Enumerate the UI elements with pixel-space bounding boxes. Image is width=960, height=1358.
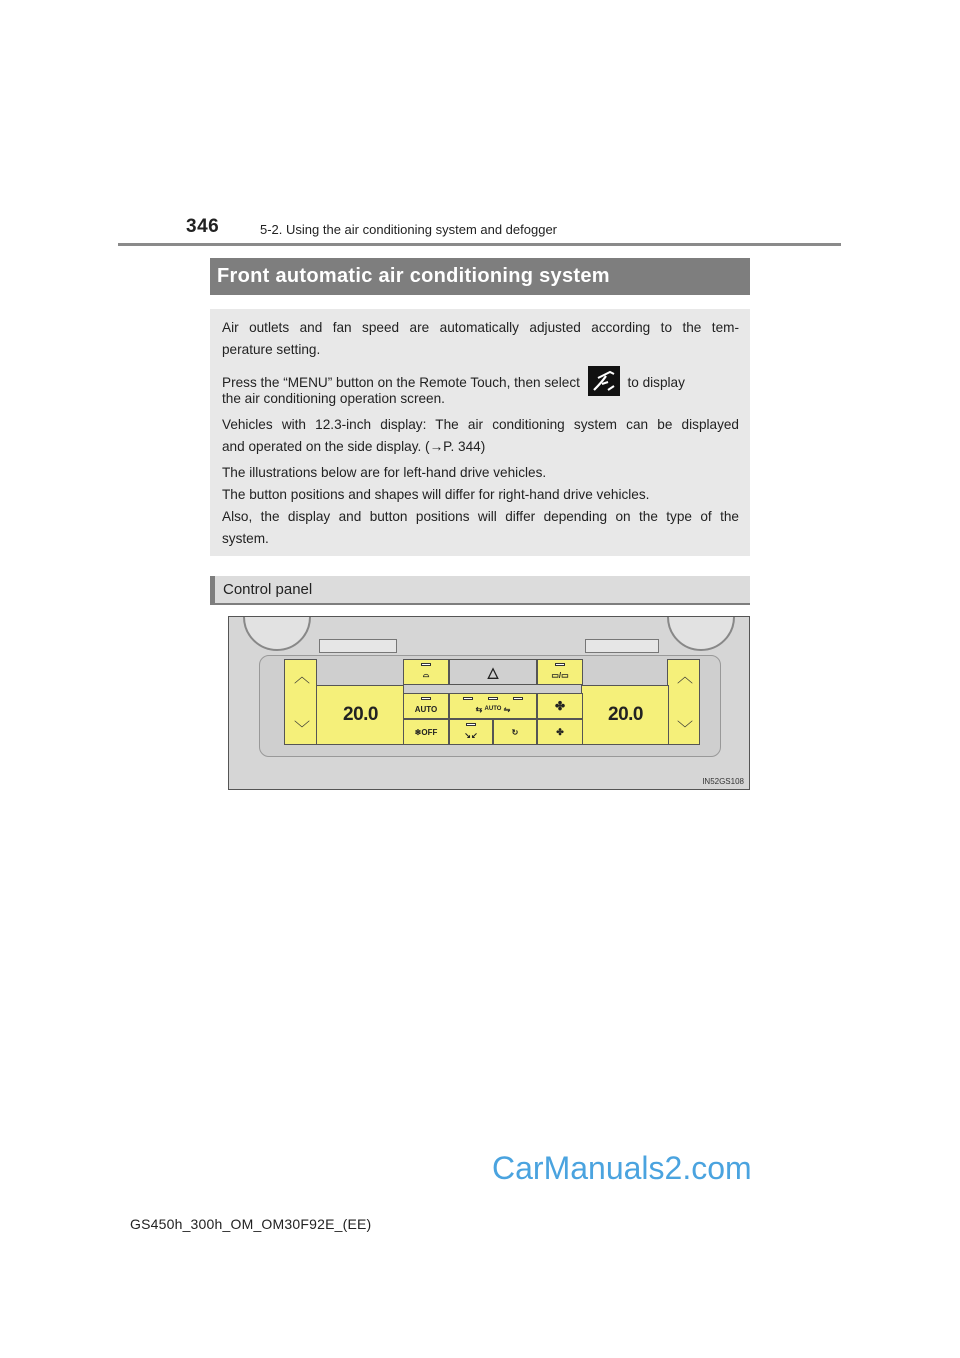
intro-box xyxy=(210,309,750,556)
intro-line-9: Also, the display and button positions will differ depending on the type of the xyxy=(222,509,739,524)
intro-line-1: Air outlets and fan speed are automatically adjusted according to the tem- xyxy=(222,320,739,335)
down-arrow-icon: ﹀ xyxy=(294,721,311,738)
recirculation-auto-button xyxy=(449,693,537,719)
left-vent-slot xyxy=(319,639,397,653)
right-knob xyxy=(667,616,735,651)
intro-line-4: the air conditioning operation screen. xyxy=(222,391,445,406)
section-title-bar xyxy=(210,258,750,295)
left-temp-display xyxy=(316,685,404,745)
fan-icon: ✤ xyxy=(554,699,566,713)
fan-down-button xyxy=(537,719,583,745)
up-arrow-icon: ︿ xyxy=(677,669,694,686)
off-button xyxy=(403,719,449,745)
intro-line-3a: Press the “MENU” button on the Remote Touch, then select xyxy=(222,375,580,390)
intro-line-7: The illustrations below are for left-hand drive vehicles. xyxy=(222,465,547,480)
air-intake-icon: ↻ xyxy=(511,727,519,737)
auto-label: AUTO xyxy=(414,704,438,714)
up-arrow-icon: ︿ xyxy=(294,669,311,686)
airflow-mode-button xyxy=(449,719,493,745)
left-temp-arrows xyxy=(284,659,317,745)
right-temp-arrows xyxy=(667,659,700,745)
hazard-button xyxy=(449,659,537,685)
auto-mid-label: AUTO xyxy=(484,706,502,712)
windshield-defog-icon: ⌓ xyxy=(422,670,430,679)
rear-defog-button xyxy=(537,659,583,685)
down-arrow-icon: ﹀ xyxy=(677,721,694,738)
intro-line-10: system. xyxy=(222,531,269,546)
intro-line-6: and operated on the side display. (→P. 344) xyxy=(222,439,486,454)
header-rule xyxy=(118,243,841,246)
footer-code: GS450h_300h_OM_OM30F92E_(EE) xyxy=(130,1216,372,1232)
recirculation-icon: ⇆ xyxy=(475,704,485,714)
air-intake-button xyxy=(493,719,537,745)
left-temperature: 20.0 xyxy=(343,704,378,725)
right-vent-slot xyxy=(585,639,659,653)
watermark: CarManuals2.com xyxy=(492,1150,752,1186)
intro-line-8: The button positions and shapes will differ for right-hand drive vehicles. xyxy=(222,487,650,502)
intro-line-5: Vehicles with 12.3-inch display: The air conditioning system can be displayed xyxy=(222,417,739,432)
fresh-air-icon: ⇋ xyxy=(501,704,511,714)
subsection-title-bar xyxy=(210,576,750,605)
intro-line-2: perature setting. xyxy=(222,342,321,357)
rear-defog-icon: ▭/▭ xyxy=(551,670,569,680)
auto-button xyxy=(403,693,449,719)
windshield-defog-button xyxy=(403,659,449,685)
figure-code: IN52GS108 xyxy=(702,777,744,786)
left-knob xyxy=(243,616,311,651)
running-head: 5-2. Using the air conditioning system and defogger xyxy=(260,222,558,237)
fan-icon: ✤ xyxy=(556,726,564,737)
page-number: 346 xyxy=(186,216,220,237)
section-title: Front automatic air conditioning system xyxy=(217,265,610,287)
hazard-icon: △ xyxy=(487,663,499,680)
right-temperature: 20.0 xyxy=(608,704,643,725)
fan-up-button xyxy=(537,693,583,719)
intro-line-3b: to display xyxy=(627,375,685,390)
control-panel-figure xyxy=(228,616,750,790)
off-label: ❄OFF xyxy=(414,727,438,737)
subsection-title: Control panel xyxy=(223,581,313,598)
airflow-mode-icon: ↘↙ xyxy=(464,730,478,740)
right-temp-display xyxy=(581,685,669,745)
